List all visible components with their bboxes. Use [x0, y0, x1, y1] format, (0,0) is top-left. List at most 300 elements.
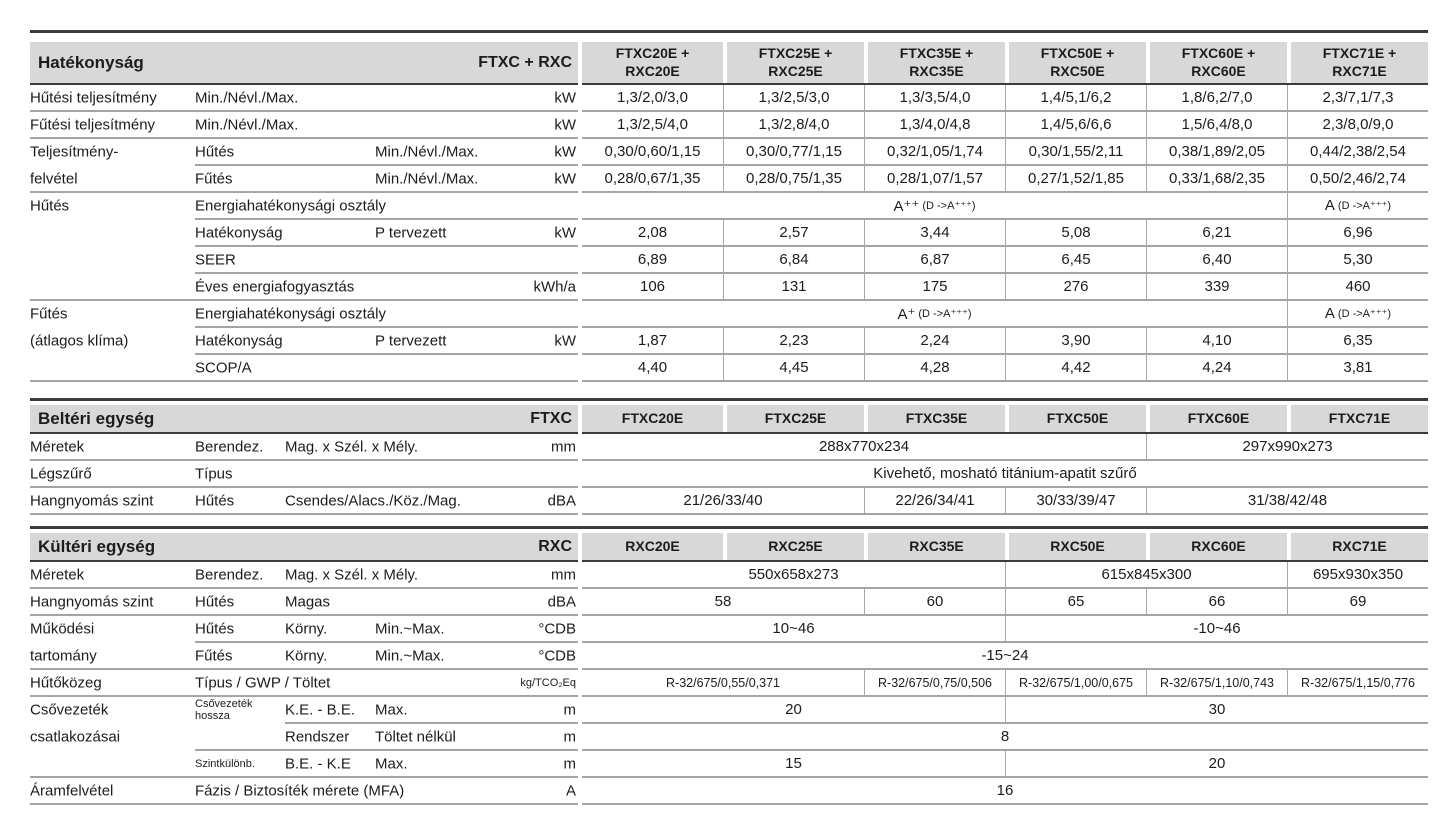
row-label-detail: Magas [285, 593, 331, 610]
row-labels [30, 697, 578, 722]
data-cell-value: 0,33/1,68/2,35 [1169, 170, 1265, 187]
data-cell-value: 276 [1063, 278, 1089, 295]
row-label-sub: Fűtés [195, 170, 233, 187]
column-header-cell [864, 405, 1005, 432]
data-cell [723, 139, 864, 164]
column-header-text: RXC25E [768, 537, 823, 554]
row-unit: mm [551, 438, 576, 455]
data-cell [582, 562, 1005, 587]
row-label-main: Hangnyomás szint [30, 593, 154, 610]
data-cell [1146, 247, 1287, 272]
data-cell [1146, 274, 1287, 299]
section-header-bar [30, 533, 578, 560]
data-cell [1287, 247, 1428, 272]
data-cell-value: 175 [922, 278, 948, 295]
data-cell-value: 0,27/1,52/1,85 [1028, 170, 1124, 187]
data-cell [864, 220, 1005, 245]
row-label-detail: Min./Névl./Max. [375, 170, 479, 187]
data-cell [1287, 112, 1428, 137]
data-cell-value: 3,90 [1061, 332, 1091, 349]
column-header-cell [582, 533, 723, 560]
data-cell-value: 0,28/1,07/1,57 [887, 170, 983, 187]
data-cell [1146, 139, 1287, 164]
data-cell-value: 6,96 [1343, 224, 1373, 241]
column-header-text: RXC60E [1191, 537, 1246, 554]
data-cell-value: A⁺⁺ [893, 197, 920, 215]
data-cell [582, 697, 1005, 722]
data-cell-value: R-32/675/0,55/0,371 [666, 675, 780, 690]
column-header-cell [1005, 42, 1146, 83]
column-header-cell [723, 533, 864, 560]
data-cell-value: 1,3/2,5/3,0 [758, 89, 830, 106]
column-header-cell [1287, 42, 1428, 83]
column-header-text: RXC71E [1332, 537, 1387, 554]
section-code: RXC [538, 537, 572, 555]
row-label-sub: Szintkülönb. [195, 757, 255, 770]
column-header-cell [864, 533, 1005, 560]
row-labels [30, 220, 578, 245]
data-cell-value: 0,30/0,77/1,15 [746, 143, 842, 160]
section-title: Kültéri egység [38, 536, 156, 556]
data-cell-value: 1,4/5,6/6,6 [1040, 116, 1112, 133]
column-header-cell [864, 42, 1005, 83]
data-cell-value: 2,3/7,1/7,3 [1322, 89, 1394, 106]
data-cell [1287, 328, 1428, 353]
row-label-main: Fűtés [30, 305, 68, 322]
data-cell-value: 550x658x273 [748, 566, 839, 583]
row-label-sub: Berendez. [195, 438, 264, 455]
table-row [30, 697, 1428, 722]
data-cell [1287, 355, 1428, 380]
data-cell [723, 274, 864, 299]
data-cell [1146, 85, 1287, 110]
separator-line [30, 380, 1428, 382]
column-header-text: FTXC71E + [1322, 44, 1397, 61]
row-labels [30, 670, 578, 695]
data-cell [582, 274, 723, 299]
data-cell-value: 0,30/1,55/2,11 [1028, 143, 1124, 160]
data-cell [1005, 670, 1146, 695]
data-cell [582, 589, 864, 614]
row-data [582, 616, 1428, 641]
row-unit: kW [554, 143, 576, 160]
data-cell [1287, 274, 1428, 299]
data-cell-value: 6,35 [1343, 332, 1373, 349]
row-label-detail: Körny. [285, 647, 328, 664]
data-cell [1287, 85, 1428, 110]
data-cell [1146, 589, 1287, 614]
section-top-border [30, 30, 1428, 33]
table-row [30, 461, 1428, 486]
data-cell-value: 5,30 [1343, 251, 1373, 268]
row-data [582, 751, 1428, 776]
row-label-detail: Csendes/Alacs./Köz./Mag. [285, 492, 461, 509]
row-label-sub: Hatékonyság [195, 332, 283, 349]
column-header-text: FTXC35E + [899, 44, 974, 61]
column-header-text: RXC35E [909, 537, 964, 554]
data-cell [1287, 589, 1428, 614]
data-cell [864, 166, 1005, 191]
data-cell [582, 85, 723, 110]
separator-line [30, 803, 1428, 805]
row-label-sub: Berendez. [195, 566, 264, 583]
row-label-sub: Hűtés [195, 593, 235, 610]
data-cell-value: Kivehető, mosható titánium-apatit szűrő [873, 465, 1137, 482]
table-row [30, 328, 1428, 353]
data-cell-value: 1,5/6,4/8,0 [1181, 116, 1253, 133]
data-cell-value: 69 [1349, 593, 1367, 610]
column-header-cell [1146, 42, 1287, 83]
data-cell [582, 166, 723, 191]
row-label-main: Működési [30, 620, 95, 637]
section-title: Hatékonyság [38, 52, 144, 72]
data-cell [1146, 488, 1428, 513]
row-label-main: Méretek [30, 438, 85, 455]
separator-label-part [30, 380, 578, 382]
column-header-text: RXC60E [1191, 62, 1246, 79]
row-labels [30, 247, 578, 272]
data-cell [582, 220, 723, 245]
column-header-text: FTXC50E [1046, 409, 1109, 426]
data-cell-value: 8 [1000, 728, 1010, 745]
data-cell [1146, 112, 1287, 137]
data-cell-value: 2,24 [920, 332, 950, 349]
separator-label-part [30, 803, 578, 805]
row-label-sub: Energiahatékonysági osztály [195, 197, 386, 214]
table-row [30, 166, 1428, 191]
data-cell [723, 166, 864, 191]
table-row [30, 193, 1428, 218]
data-cell-value: 1,8/6,2/7,0 [1181, 89, 1253, 106]
data-cell-value: 4,10 [1202, 332, 1232, 349]
data-cell [864, 247, 1005, 272]
row-label-sub: Min./Névl./Max. [195, 116, 299, 133]
data-cell-value: 6,21 [1202, 224, 1232, 241]
row-label-sub: Típus [195, 465, 233, 482]
table-row [30, 562, 1428, 587]
data-cell-value: 1,87 [637, 332, 668, 349]
column-header-text: FTXC20E + [615, 44, 690, 61]
row-data [582, 247, 1428, 272]
row-unit: kg/TCO₂Eq [520, 676, 576, 689]
data-cell-value: 3,44 [920, 224, 950, 241]
row-data [582, 139, 1428, 164]
row-label-main: Teljesítmény- [30, 143, 119, 160]
section-header-row [30, 533, 1428, 560]
data-cell-value: A [1324, 305, 1335, 322]
data-cell [582, 724, 1428, 749]
data-cell-value: 1,3/4,0/4,8 [899, 116, 971, 133]
data-cell [1005, 247, 1146, 272]
row-data [582, 434, 1428, 459]
row-data [582, 355, 1428, 380]
row-data [582, 112, 1428, 137]
row-label-range: Max. [375, 701, 408, 718]
column-headers [582, 533, 1428, 560]
row-labels [30, 139, 578, 164]
table-row [30, 301, 1428, 326]
data-cell [1005, 166, 1146, 191]
data-cell [864, 85, 1005, 110]
data-cell [723, 220, 864, 245]
data-cell [1146, 670, 1287, 695]
data-cell [1005, 562, 1287, 587]
row-label-sub: Min./Névl./Max. [195, 89, 299, 106]
table-row [30, 616, 1428, 641]
row-unit: dBA [547, 492, 576, 509]
column-header-text: FTXC20E [621, 409, 684, 426]
data-cell [723, 112, 864, 137]
data-cell [582, 616, 1005, 641]
data-cell-value: 339 [1204, 278, 1230, 295]
table-row [30, 247, 1428, 272]
data-cell-value: 21/26/33/40 [683, 492, 763, 509]
data-cell [1005, 616, 1428, 641]
data-cell-value: 3,81 [1343, 359, 1373, 376]
row-unit: kW [554, 224, 576, 241]
data-cell [582, 434, 1146, 459]
data-cell [864, 589, 1005, 614]
data-cell-value: 297x990x273 [1242, 438, 1333, 455]
data-cell [1287, 220, 1428, 245]
row-label-sub: Hatékonyság [195, 224, 283, 241]
row-unit: kW [554, 170, 576, 187]
data-cell [1005, 220, 1146, 245]
row-label-main: Hűtőközeg [30, 674, 102, 691]
column-header-text: FTXC25E + [758, 44, 833, 61]
table-row [30, 434, 1428, 459]
section-top-border [30, 398, 1428, 401]
column-header-text: FTXC25E [764, 409, 827, 426]
separator-data-part [582, 803, 1428, 805]
row-unit: m [563, 728, 576, 745]
data-cell [1005, 112, 1146, 137]
data-cell [864, 274, 1005, 299]
table-row [30, 670, 1428, 695]
row-data [582, 274, 1428, 299]
data-cell-value: 1,3/2,5/4,0 [617, 116, 688, 133]
row-labels [30, 193, 578, 218]
row-label-sub: Hűtés [195, 492, 235, 509]
data-cell [1005, 589, 1146, 614]
table-row [30, 274, 1428, 299]
row-label-sub: SCOP/A [195, 359, 252, 376]
row-labels [30, 355, 578, 380]
data-cell-value: 6,45 [1061, 251, 1091, 268]
data-cell [582, 488, 864, 513]
row-label-main: Méretek [30, 566, 85, 583]
table-row [30, 589, 1428, 614]
column-header-cell [1005, 533, 1146, 560]
row-data [582, 461, 1428, 486]
data-cell [1146, 166, 1287, 191]
row-label-detail: P tervezett [375, 224, 447, 241]
section-hatekonysag [30, 30, 1428, 382]
data-cell [582, 461, 1428, 486]
data-cell-value: 4,40 [637, 359, 668, 376]
data-cell-value: 2,57 [779, 224, 809, 241]
row-labels [30, 616, 578, 641]
row-label-detail: P tervezett [375, 332, 447, 349]
row-unit: kWh/a [533, 278, 576, 295]
row-data [582, 670, 1428, 695]
column-header-cell [582, 405, 723, 432]
row-unit: °CDB [538, 647, 576, 664]
data-cell [864, 670, 1005, 695]
row-unit: kW [554, 332, 576, 349]
separator-data-part [582, 380, 1428, 382]
row-label-detail: Mag. x Szél. x Mély. [285, 566, 419, 583]
row-label-sub: Hűtés [195, 143, 235, 160]
data-cell [1287, 301, 1428, 326]
data-cell-value: 2,3/8,0/9,0 [1322, 116, 1394, 133]
section-code: FTXC [530, 409, 572, 427]
row-label-main: Áramfelvétel [30, 782, 114, 799]
data-cell [582, 670, 864, 695]
spec-sheet-page [0, 30, 1432, 814]
column-header-cell [1005, 405, 1146, 432]
table-row [30, 751, 1428, 776]
data-cell-value: 6,87 [920, 251, 950, 268]
data-cell-value: 4,42 [1061, 359, 1091, 376]
data-cell [1287, 562, 1428, 587]
table-row [30, 220, 1428, 245]
data-cell-value: 0,30/0,60/1,15 [604, 143, 701, 160]
data-cell-note: (D ->A⁺⁺⁺) [1337, 308, 1392, 320]
data-cell-value: 1,4/5,1/6,2 [1040, 89, 1112, 106]
data-cell-value: 1,3/2,0/3,0 [617, 89, 688, 106]
data-cell-value: 20 [785, 701, 802, 718]
data-cell-value: 10~46 [772, 620, 815, 637]
table-row [30, 488, 1428, 513]
row-label-range: Töltet nélkül [375, 728, 456, 745]
table-row [30, 139, 1428, 164]
row-label-detail: K.E. - B.E. [285, 701, 356, 718]
column-header-cell [1146, 405, 1287, 432]
data-cell-value: 6,84 [779, 251, 809, 268]
row-data [582, 562, 1428, 587]
row-labels [30, 724, 578, 749]
row-label-sub: Fázis / Biztosíték mérete (MFA) [195, 782, 405, 799]
row-label-main: tartomány [30, 647, 97, 664]
column-headers [582, 42, 1428, 83]
data-cell [723, 247, 864, 272]
data-cell [723, 355, 864, 380]
column-header-text: RXC50E [1050, 62, 1105, 79]
row-data [582, 301, 1428, 326]
data-cell-value: 31/38/42/48 [1247, 492, 1328, 509]
data-cell-value: 1,3/3,5/4,0 [899, 89, 971, 106]
column-header-text: FTXC35E [905, 409, 968, 426]
data-cell-value: R-32/675/0,75/0,506 [878, 675, 992, 690]
data-cell [1287, 670, 1428, 695]
row-label-main: Csővezeték [30, 701, 109, 718]
row-label-sub: Hűtés [195, 620, 235, 637]
data-cell [1005, 274, 1146, 299]
data-cell-value: 6,89 [637, 251, 668, 268]
row-label-main: Hűtési teljesítmény [30, 89, 157, 106]
section-title: Beltéri egység [38, 408, 155, 428]
row-data [582, 697, 1428, 722]
table-row [30, 778, 1428, 803]
row-labels [30, 562, 578, 587]
data-cell-value: 66 [1208, 593, 1226, 610]
row-label-detail: Min./Névl./Max. [375, 143, 479, 160]
row-label-sub: Energiahatékonysági osztály [195, 305, 386, 322]
row-label-main: csatlakozásai [30, 728, 121, 745]
section-kulteri-egyseg [30, 526, 1428, 805]
row-unit: mm [551, 566, 576, 583]
row-data [582, 778, 1428, 803]
row-label-sub: Típus / GWP / Töltet [195, 674, 331, 691]
data-cell-value: 20 [1208, 755, 1226, 772]
section-header-bar [30, 42, 578, 83]
column-header-cell [1287, 533, 1428, 560]
data-cell-value: 60 [926, 593, 944, 610]
row-data [582, 724, 1428, 749]
data-cell-value: 0,50/2,46/2,74 [1310, 170, 1406, 187]
row-data [582, 220, 1428, 245]
data-cell-value: 1,3/2,8/4,0 [758, 116, 830, 133]
data-cell-value: 131 [781, 278, 807, 295]
row-unit: °CDB [538, 620, 576, 637]
data-cell [1146, 220, 1287, 245]
column-header-text: RXC71E [1332, 62, 1387, 79]
row-labels [30, 589, 578, 614]
column-header-text: RXC50E [1050, 537, 1105, 554]
section-header-bar [30, 405, 578, 432]
data-cell [1005, 488, 1146, 513]
row-data [582, 85, 1428, 110]
row-labels [30, 434, 578, 459]
data-cell [582, 751, 1005, 776]
data-cell-value: 22/26/34/41 [895, 492, 975, 509]
data-cell [582, 139, 723, 164]
row-data [582, 643, 1428, 668]
row-unit: A [565, 782, 576, 799]
data-cell-value: 460 [1345, 278, 1371, 295]
row-label-range: Min.~Max. [375, 620, 445, 637]
section-top-border [30, 526, 1428, 529]
row-labels [30, 488, 578, 513]
data-cell-value: 2,23 [779, 332, 809, 349]
data-cell-value: 2,08 [637, 224, 668, 241]
data-cell-value: 0,32/1,05/1,74 [887, 143, 983, 160]
row-unit: m [563, 701, 576, 718]
column-header-cell [1146, 533, 1287, 560]
data-cell [1005, 355, 1146, 380]
column-header-text: RXC20E [625, 62, 680, 79]
data-cell [1146, 328, 1287, 353]
data-cell [1005, 328, 1146, 353]
section-header-row [30, 405, 1428, 432]
spec-tables [0, 30, 1432, 805]
table-row [30, 355, 1428, 380]
row-label-main: Hűtés [30, 197, 70, 214]
column-header-cell [723, 405, 864, 432]
row-label-detail: Körny. [285, 620, 328, 637]
row-labels [30, 751, 578, 776]
data-cell-value: A⁺ [897, 305, 916, 323]
data-cell [582, 778, 1428, 803]
row-label-range: Max. [375, 755, 408, 772]
data-cell [1287, 166, 1428, 191]
column-header-text: FTXC60E + [1181, 44, 1256, 61]
data-cell-value: -10~46 [1193, 620, 1241, 637]
row-unit: dBA [547, 593, 576, 610]
column-header-cell [1287, 405, 1428, 432]
section-code: FTXC + RXC [478, 53, 572, 71]
